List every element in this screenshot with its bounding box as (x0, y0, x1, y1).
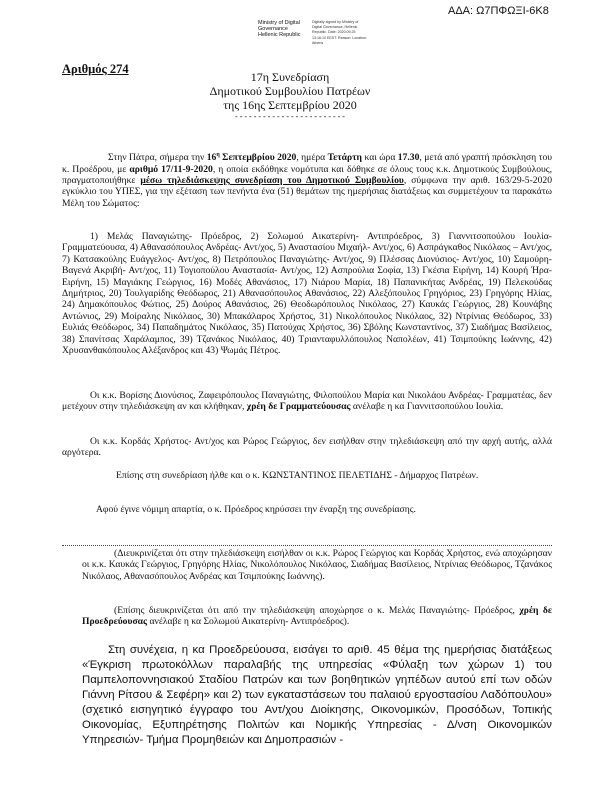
members-list: 1) Μελάς Παναγιώτης- Πρόεδρος, 2) Σολωμού Αικατερίνη- Αντιπρόεδρος, 3) Γιαννιτσοπούλου Ιουλία- Γραμματεύουσα, 4) Αθανασόπουλος Ανδρέας- Αντ/χος, 5) Αναστασίου Μιχαήλ- Αντ/χος, 6) Ασπράγκαθος Νικόλαος – Αντ/χος, 7) Κατσακούλης Ευάγγελος- Αντ/χος, 8) Πετρόπουλος Παναγιώτης- Αντ/χος, 9) Πλέσσας Διονύσιος- Αντ/χος, 10) Σαμούρη- Βαγενά Ακριβή- Αντ/χος, 11) Τογιοπούλου Αναστασία- Αντ/χος, 12) Ασπρούλια Σοφία, 13) Γκέσια Ειρήνη, 14) Κουρή Ήρα- Ειρήνη, 15) Μαγιάκης Γεώργιος, 16) Μοδές Αθανάσιος, 17) Νιάρου Μαρία, 18) Παπανικήτας Ανδρέας, 19) Πελεκούδας Δημήτριος, 20) Τουλγαρίδης Θεόδωρος, 21) Αθανασόπουλος Αθανάσιος, 22) Αλεξόπουλος Γρηγόριος, 23) Γρηγόρης Ηλίας, 24) Δημακόπουλος Φώτιος, 25) Δούρος Αθανάσιος, 26) Θεοδωρόπουλος Νικόλαος, 27) Καυκάς Γεώργιος, 28) Κουνάβης Αντώνιος, 29) Μοίραλης Νικόλαος, 30) Μπακάλαρος Χρήστος, 31) Νικολόπουλος Νικόλαος, 32) Ντρίνιας Θεόδωρος, 33) Ευλιάς Θεόδωρος, 34) Παπαδημάτος Νικόλαος, 35) Πατούχας Χρήστος, 36) Σβόλης Κωνσταντίνος, 37) Σιαδήμας Βασίλειος, 38) Σπανίτσας Χαράλαμπος, 39) Τζανάκος Νικόλαος, 40) Τριανταφυλλόπουλος Ναπολέων, 41) Τσιμπούκης Ιωάννης, 42) Χρυσανθακόπουλος Αλέξανδρος και 43) Ψωμάς Πέτρος. (62, 231, 552, 357)
digital-signature-stamp (258, 20, 368, 46)
late-members-paragraph: Οι κ.κ. Κορδάς Χρήστος- Αντ/χος και Ρώρος Γεώργιος, δεν εισήλθαν στην τηλεδιάσκεψη από την αρχή αυτής, αλλά αργότερα. (62, 436, 552, 459)
chair-change-paragraph: (Επίσης διευκρινίζεται ότι από την τηλεδιάσκεψη αποχώρησε ο κ. Μελάς Παναγιώτης- Πρόεδρος, χρέη δε Προεδρεύουσας ανέλαβε η κα Σολωμού Αικατερίνη- Αντιπρόεδρος). (82, 605, 553, 628)
document-number: Αριθμός 274 (62, 62, 129, 76)
ada-code: ΑΔΑ: Ω7ΠΦΩΞΙ-6Κ8 (448, 5, 549, 17)
intro-paragraph: Στην Πάτρα, σήμερα την $16^\eta$ Σεπτεμβρίου 2020, ημέρα Τετάρτη και ώρα 17.30, μετά από γραπτή πρόσκληση του κ. Προέδρου, με αριθμό 17/11-9-2020, η οποία εκδόθηκε νομότυπα και δόθηκε σε όλους τους κ.κ. Δημοτικούς Συμβούλους, πραγματοποιήθηκε μέσω τηλεδιάσκεψης συνεδρίαση του Δημοτικού Συμβουλίου, σύμφωνα την αριθ. 163/29-5-2020 εγκύκλιο του ΥΠΕΣ, για την εξέταση των πενήντα ένα (51) θεμάτων της ημερήσιας διατάξεως και συμμετέχουν τα παρακάτω Μέλη του Σώματος: (62, 152, 553, 209)
session-title: 17η Συνεδρίαση (250, 70, 330, 84)
document-heading (170, 70, 410, 121)
session-date: της 16ης Σεπτεμβρίου 2020 (223, 98, 357, 112)
mayor-paragraph: Επίσης στη συνεδρίαση ήλθε και ο κ. ΚΩΝΣΤΑΝΤΙΝΟΣ ΠΕΛΕΤΙΔΗΣ - Δήμαρχος Πατρέων. (116, 470, 479, 481)
clarification-paragraph: (Διευκρινίζεται ότι στην τηλεδιάσκεψη εισήλθαν οι κ.κ. Ρώρος Γεώργιος και Κορδάς Χρήστος, ενώ αποχώρησαν οι κ.κ. Καυκάς Γεώργιος, Γρηγόρης Ηλίας, Νικολόπουλος Νικόλαος, Σιαδήμας Βασίλειος, Ντρίνιας Θεόδωρος, Τζανάκος Νικόλαος, Αθανασόπουλος Ανδρέας και Τσιμπούκης Ιωάννης). (82, 548, 552, 582)
signature-details: Digitally signed by Ministry of Digital Governance, Hellenic Republic. Date: 2020.09.25 13:16:10 EEST. Reason: Location: Athens (312, 20, 367, 45)
absent-members-paragraph: Οι κ.κ. Βορίσης Διονύσιος, Ζαφειρόπουλος Παναγιώτης, Φιλοπούλου Μαρία και Νικολάου Ανδρέας- Γραμματέας, δεν μετέχουν στην τηλεδιάσκεψη αν και κλήθηκαν, χρέη δε Γραμματεύουσας ανέλαβε η κα Γιαννιτσοπούλου Ιουλία. (62, 390, 552, 413)
quorum-paragraph: Αφού έγινε νόμιμη απαρτία, ο κ. Πρόεδρος κηρύσσει την έναρξη της συνεδρίασης. (96, 504, 416, 515)
separator-dots: - - - - - - - - - - - - - - - - - - - - - - - - (235, 112, 345, 121)
ministry-name: Ministry of Digital Governance Hellenic Republic (258, 20, 301, 38)
agenda-item-paragraph: Στη συνέχεια, η κα Προεδρεύουσα, εισάγει το αριθ. 45 θέμα της ημερήσιας διατάξεως «Έγκριση πρωτοκόλλων παραλαβής της υπηρεσίας «Φύλαξη των χώρων 1) του Παμπελοποννησιακού Σταδίου Πατρών και των βοηθητικών γηπέδων αυτού επί των οδών Γιάννη Ρίτσου & Σεφέρη» και 2) των εγκαταστάσεων του παλαιού εργοστασίου Λαδόπουλου» (σχετικό εισηγητικό έγγραφο του Αντ/χου Διοίκησης, Οικονομικών, Προσόδων, Τοπικής Οικονομίας, Εξυπηρέτησης Πολιτών και Νομικής Υπηρεσίας - Δ/νση Οικονομικών Υπηρεσιών- Τμήμα Προμηθειών και Δημοπρασιών - (82, 644, 552, 746)
council-title: Δημοτικού Συμβουλίου Πατρέων (209, 84, 371, 98)
separator-line (62, 545, 552, 546)
